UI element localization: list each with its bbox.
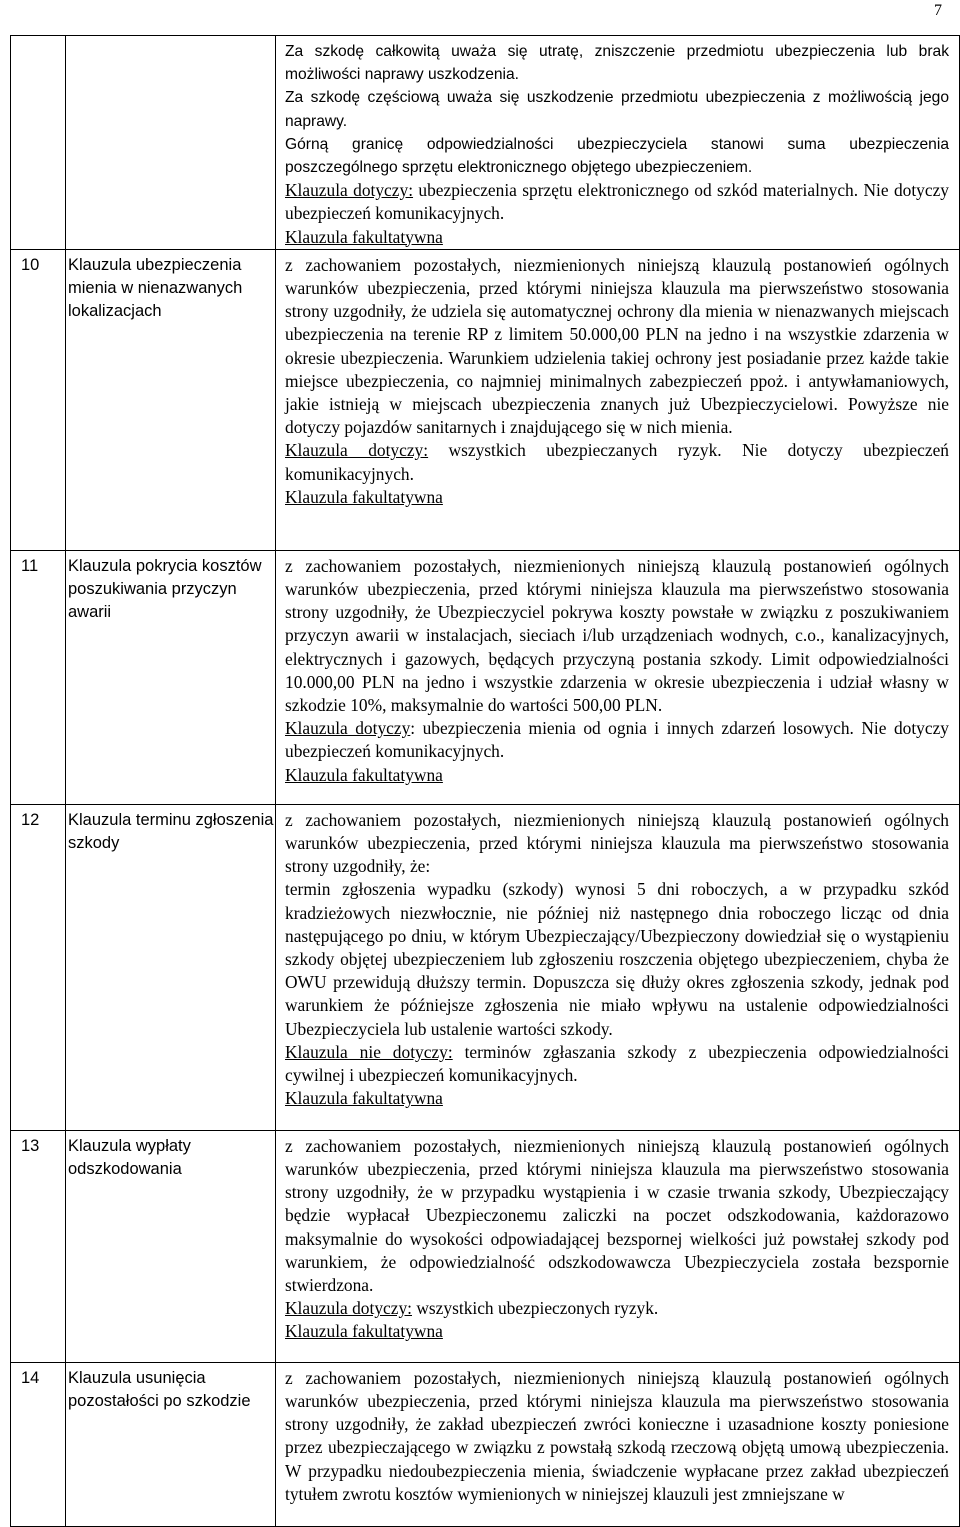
clause-name-cell [66, 36, 276, 250]
clause-name: Klauzula wypłaty odszkodowania [66, 1130, 276, 1362]
clause-text-2: termin zgłoszenia wypadku (szkody) wynosi 5 dni roboczych, a w przypadku szkód kradzieżowych niezwłocznie, nie później niż następnego dnia roboczego licząc od dnia następującego po dniu, w którym Ubezpieczający/Ubezpieczony dowiedział się o wystąpieniu szkody objętej ubezpieczeniem lub zgłoszeniu roszczenia objętego ubezpieczeniem, chyba że OWU przewidują dłuższy termin. Dopuszcza się dłuży okres zgłoszenia szkody, jednak pod warunkiem że późniejsze zgłoszenia nie miało wpływu na ustalenie odpowiedzialności Ubezpieczyciela lub ustalenie wartości szkody. [285, 879, 949, 1039]
clause-number: 14 [11, 1362, 66, 1526]
clause-body [276, 804, 960, 1130]
clause-row-10 [11, 249, 960, 550]
clause-number: 13 [11, 1130, 66, 1362]
clause-applies [285, 439, 949, 485]
clause-applies [285, 717, 949, 763]
clause-text: z zachowaniem pozostałych, niezmienionych niniejszą klauzulą postanowień ogólnych warunków ubezpieczenia, przed którymi niniejsza klauzula ma pierwszeństwo stosowania strony uzgodniły, że: [285, 809, 949, 877]
optional-label: Klauzula fakultatywna [285, 226, 443, 247]
clause-name: Klauzula usunięcia pozostałości po szkodzie [66, 1362, 276, 1526]
clause-text: z zachowaniem pozostałych, niezmienionych niniejszą klauzulą postanowień ogólnych warunków ubezpieczenia, przed którymi niniejsza klauzula ma pierwszeństwo stosowania strony uzgodniły, że Ubezpieczyciel pokrywa koszty powstałe w związku z poszukiwaniem przyczyn awarii w instalacjach, sieciach i/lub urządzeniach wodnych, c.o., kanalizacyjnych, elektrycznych i gazowych, będących przyczyną postania szkody. Limit odpowiedzialności 10.000,00 PLN na jedno i wszystkie zdarzenia w okresie ubezpieczenia i udział własny w szkodzie 10%, maksymalnie do wartości 500,00 PLN. [285, 555, 949, 716]
clause-number: 10 [11, 249, 66, 550]
clauses-table [10, 35, 960, 1527]
applies-text: ubezpieczenia sprzętu elektronicznego od szkód materialnych. Nie dotyczy ubezpieczeń komunikacyjnych. [285, 180, 949, 224]
intro-line-1: Za szkodę całkowitą uważa się utratę, zniszczenie przedmiotu ubezpieczenia lub brak możliwości naprawy uszkodzenia. [285, 43, 949, 84]
clause-body [276, 550, 960, 804]
intro-applies [285, 179, 949, 225]
clause-body [276, 1362, 960, 1526]
intro-line-3: Górną granicę odpowiedzialności ubezpieczyciela stanowi suma ubezpieczenia poszczególnego sprzętu elektronicznego objętego ubezpieczeniem. [285, 135, 949, 177]
intro-line-2: Za szkodę częściową uważa się uszkodzenie przedmiotu ubezpieczenia z możliwością jego naprawy. [285, 89, 949, 130]
optional-label: Klauzula fakultatywna [285, 1088, 443, 1109]
continuation-row [11, 36, 960, 250]
applies-label: Klauzula dotyczy: [285, 180, 414, 201]
clause-number: 12 [11, 804, 66, 1130]
applies-label: Klauzula dotyczy: [285, 1298, 412, 1319]
clause-name: Klauzula pokrycia kosztów poszukiwania przyczyn awarii [66, 550, 276, 804]
applies-label: Klauzula dotyczy: [285, 440, 429, 461]
optional-label: Klauzula fakultatywna [285, 764, 443, 785]
clause-text: z zachowaniem pozostałych, niezmienionych niniejszą klauzulą postanowień ogólnych warunków ubezpieczenia, przed którymi niniejsza klauzula ma pierwszeństwo stosowania strony uzgodniły, że w przypadku wystąpienia i w czasie trwania szkody, Ubezpieczający będzie wypłacał Ubezpieczonemu zaliczki na poczet odszkodowania, każdorazowo maksymalnie do wysokości odpowiadającej bezspornej wielkości już powstałej szkody pod warunkiem, że odpowiedzialność odszkodowawcza Ubezpieczyciela została bezspornie stwierdzona. [285, 1135, 949, 1296]
clause-row-13 [11, 1130, 960, 1362]
clause-number: 11 [11, 550, 66, 804]
applies-label: Klauzula dotyczy [285, 718, 411, 739]
applies-text: wszystkich ubezpieczanych ryzyk. Nie dotyczy ubezpieczeń komunikacyjnych. [285, 440, 950, 484]
clause-body [276, 249, 960, 550]
page-number: 7 [934, 2, 942, 19]
applies-label: Klauzula nie dotyczy: [285, 1041, 453, 1062]
clause-text: z zachowaniem pozostałych, niezmienionych niniejszą klauzulą postanowień ogólnych warunków ubezpieczenia, przed którymi niniejsza klauzula ma pierwszeństwo stosowania strony uzgodniły, że zakład ubezpieczeń zwróci konieczne i uzasadnione koszty poniesione przez ubezpieczającego w związku z powstałą szkodą rzeczową objętą umową ubezpieczenia. W przypadku niedoubezpieczenia mienia, świadczenie wypłacane przez zakład ubezpieczeń tytułem zwrotu kosztów wymienionych w niniejszej klauzuli jest zmniejszane w [285, 1367, 949, 1504]
clause-row-12 [11, 804, 960, 1130]
clause-body-cell [276, 36, 960, 250]
applies-text: wszystkich ubezpieczonych ryzyk. [412, 1298, 659, 1319]
clause-body [276, 1130, 960, 1362]
optional-label: Klauzula fakultatywna [285, 486, 443, 507]
optional-label: Klauzula fakultatywna [285, 1321, 443, 1342]
applies-text: : ubezpieczenia mienia od ognia i innych zdarzeń losowych. Nie dotyczy ubezpieczeń komunikacyjnych. [285, 718, 949, 762]
clause-row-11 [11, 550, 960, 804]
applies-text: terminów zgłaszania szkody z ubezpieczenia odpowiedzialności cywilnej i ubezpieczeń komunikacyjnych. [285, 1041, 950, 1086]
clause-text: z zachowaniem pozostałych, niezmienionych niniejszą klauzulą postanowień ogólnych warunków ubezpieczenia, przed którymi niniejsza klauzula ma pierwszeństwo stosowania strony uzgodniły, że udziela się automatycznej ochrony dla mienia w nienazwanych miejscach ubezpieczenia na terenie RP z limitem 50.000,00 PLN na jedno i na wszystkie zdarzenia w okresie ubezpieczenia. Warunkiem udzielenia takiej ochrony jest posiadanie przez każde takie miejsce ubezpieczenia, co najmniej minimalnych zabezpieczeń ppoż. i antywłamaniowych, jakie istnieją w miejscach ubezpieczenia znanych już Ubezpieczycielowi. Powyższe nie dotyczy pojazdów sanitarnych i znajdującego się w nich mienia. [285, 254, 949, 438]
clause-name: Klauzula ubezpieczenia mienia w nienazwanych lokalizacjach [66, 249, 276, 550]
clause-name: Klauzula terminu zgłoszenia szkody [66, 804, 276, 1130]
clause-number-cell [11, 36, 66, 250]
clause-row-14 [11, 1362, 960, 1526]
clause-applies [285, 1297, 949, 1320]
clause-applies [285, 1041, 949, 1087]
